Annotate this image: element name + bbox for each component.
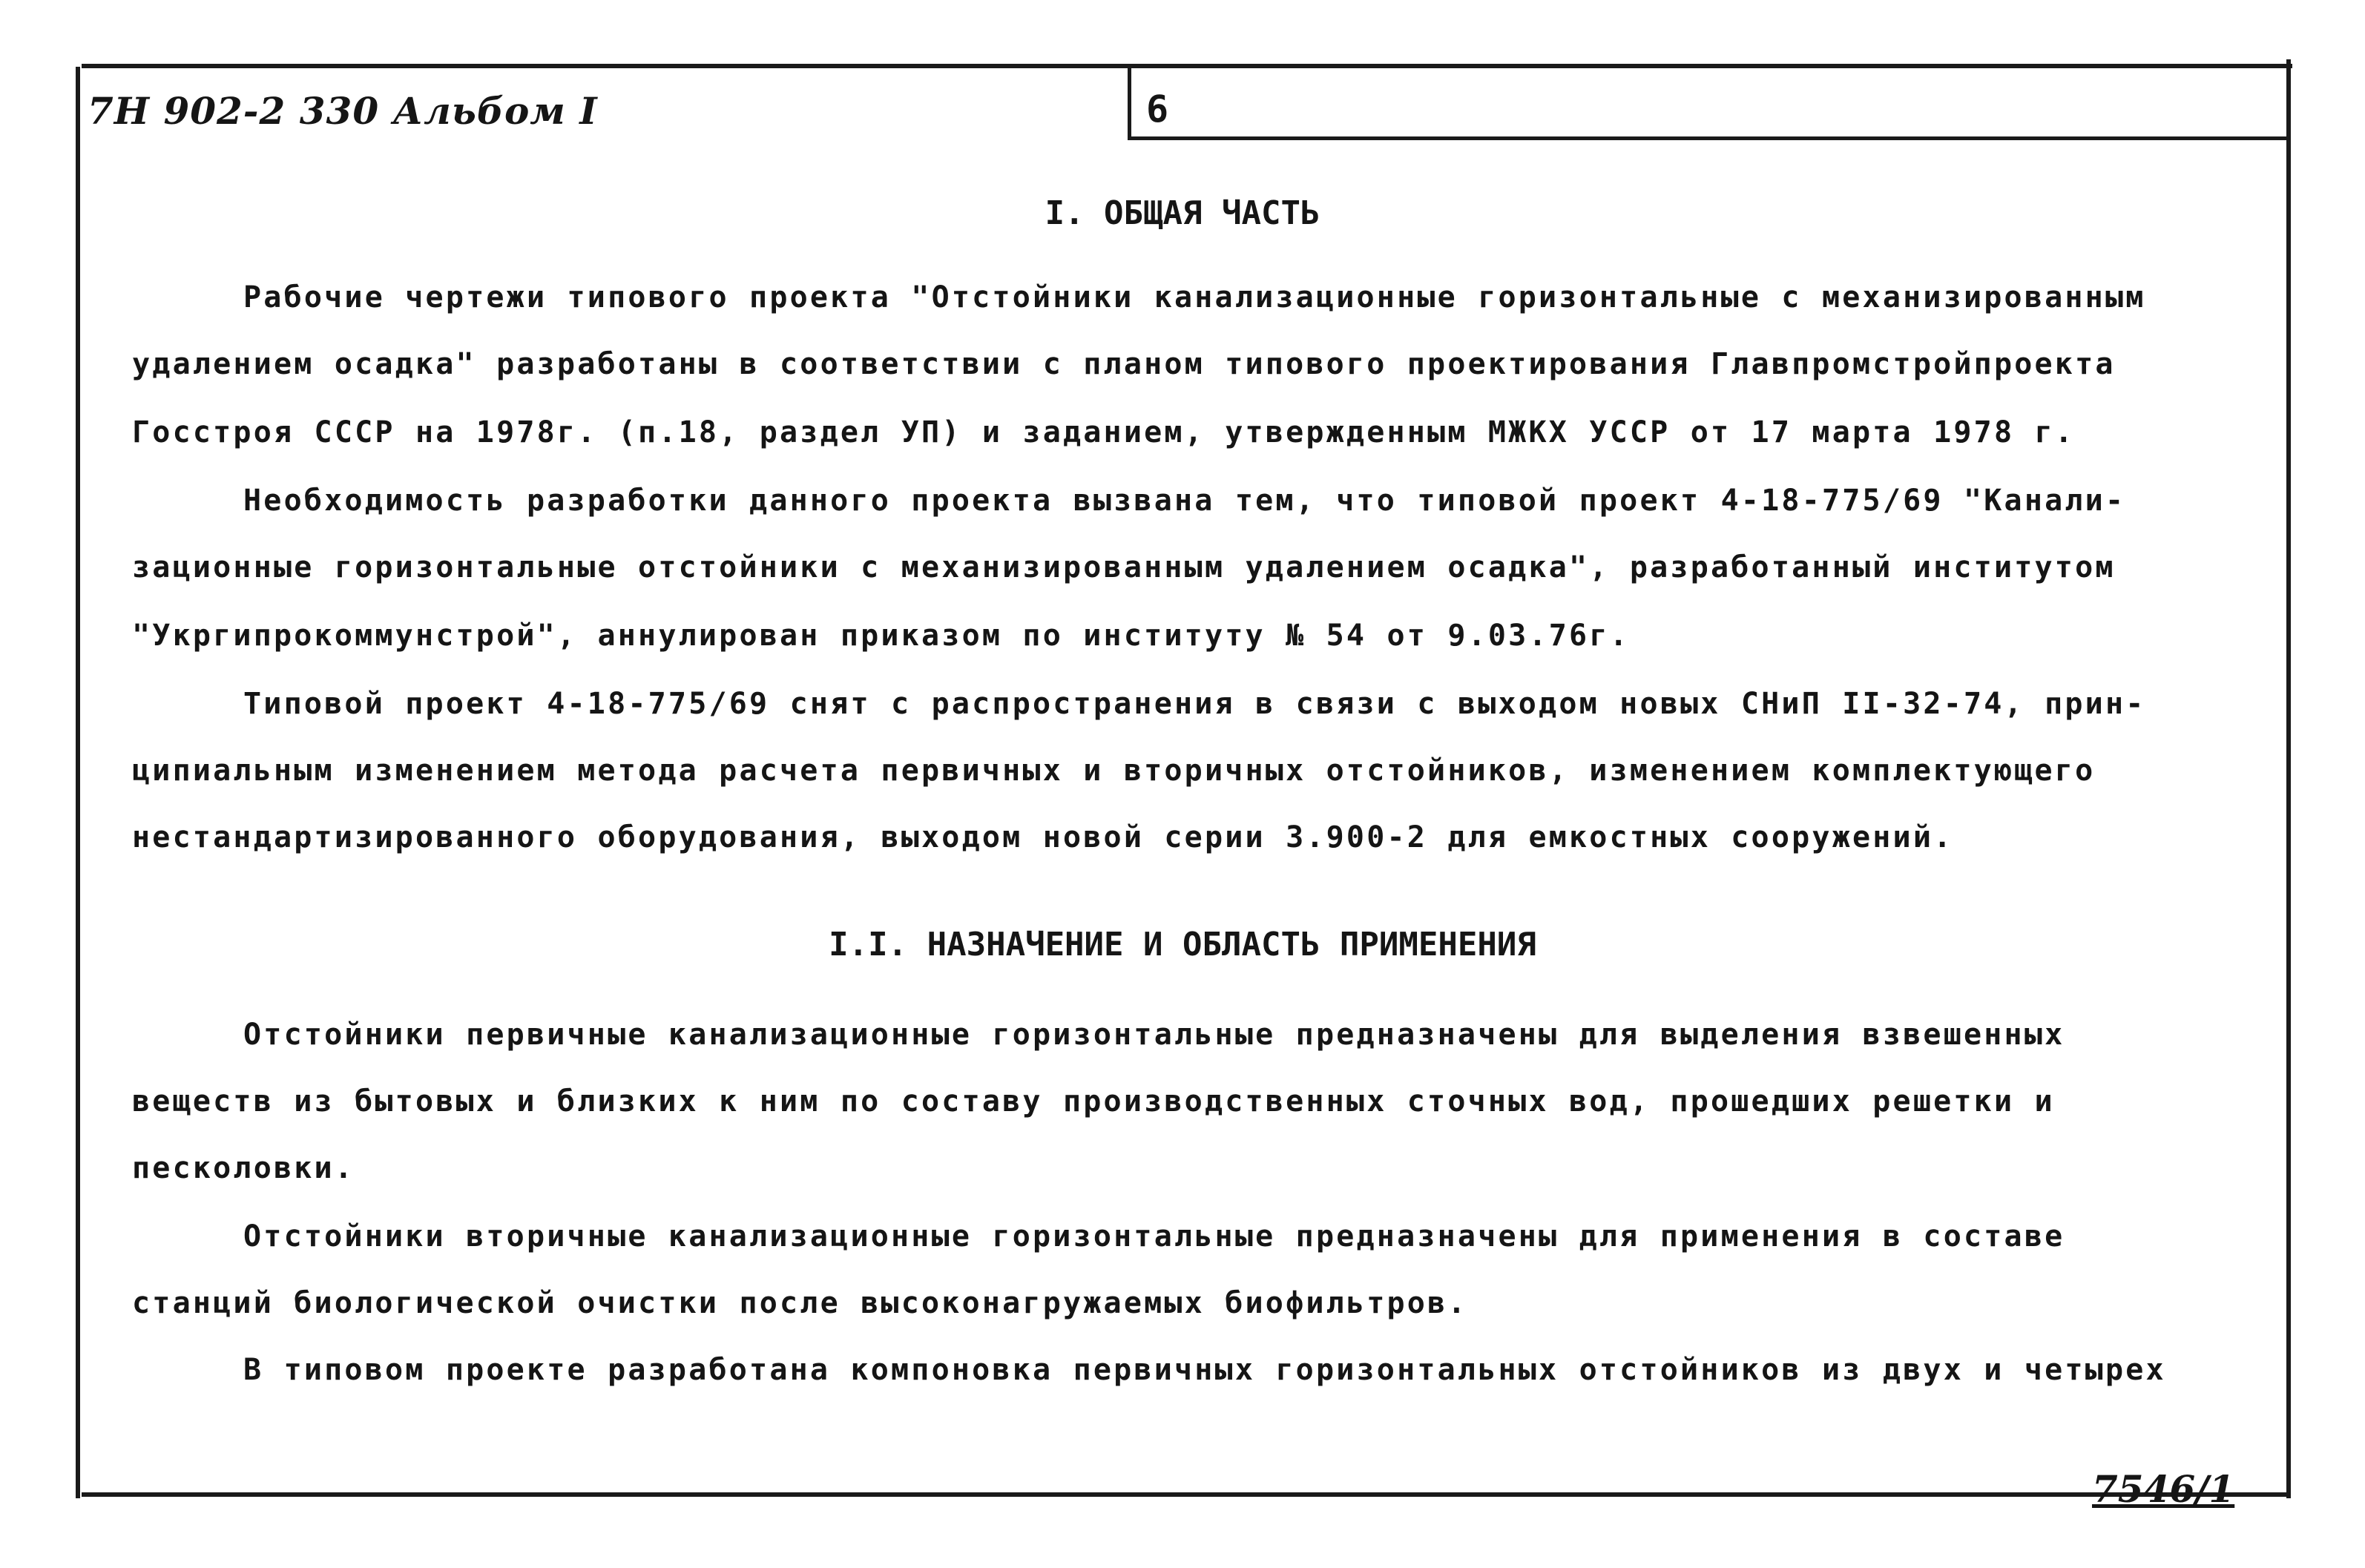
frame-top-border <box>82 64 2292 68</box>
frame-bottom-border <box>82 1492 2289 1497</box>
paragraph-line: станций биологической очистки после высоконагружаемых биофильтров. <box>132 1286 1468 1320</box>
paragraph-line: В типовом проекте разработана компоновка первичных горизонтальных отстойников из двух и четырех <box>243 1353 2166 1387</box>
frame-right-border <box>2286 59 2291 1498</box>
section-title-purpose: I.I. НАЗНАЧЕНИЕ И ОБЛАСТЬ ПРИМЕНЕНИЯ <box>829 926 1536 963</box>
paragraph-line: ципиальным изменением метода расчета первичных и вторичных отстойников, изменением комплектующего <box>132 754 2096 788</box>
paragraph-line: песколовки. <box>132 1151 355 1185</box>
frame-left-border <box>76 67 80 1498</box>
paragraph-line: зационные горизонтальные отстойники с механизированным удалением осадка", разработанный институтом <box>132 550 2116 584</box>
paragraph-line: Необходимость разработки данного проекта вызвана тем, что типовой проект 4-18-775/69 "Канали- <box>243 484 2126 518</box>
document-number: 7546/1 <box>2092 1467 2235 1511</box>
paragraph-line: Типовой проект 4-18-775/69 снят с распространения в связи с выходом новых СНиП II-32-74, прин- <box>243 687 2146 721</box>
paragraph-line: Отстойники первичные канализационные горизонтальные предназначены для выделения взвешенных <box>243 1018 2065 1052</box>
paragraph-line: Отстойники вторичные канализационные горизонтальные предназначены для применения в составе <box>243 1219 2065 1254</box>
header-rule <box>1128 136 2289 140</box>
paragraph-line: Госстроя СССР на 1978г. (п.18, раздел УП) и заданием, утвержденным МЖКХ УССР от 17 марта 1978 г. <box>132 415 2076 449</box>
paragraph-line: удалением осадка" разработаны в соответствии с планом типового проектирования Главпромстройпроекта <box>132 347 2116 381</box>
page-number: 6 <box>1146 88 1169 131</box>
section-title-general: I. ОБЩАЯ ЧАСТЬ <box>1045 194 1320 232</box>
paragraph-line: Рабочие чертежи типового проекта "Отстойники канализационные горизонтальные с механизированным <box>243 280 2146 314</box>
album-code: 7Н 902-2 330 Альбом I <box>88 89 598 133</box>
paragraph-line: веществ из бытовых и близких к ним по составу производственных сточных вод, прошедших решетки и <box>132 1084 2055 1119</box>
paragraph-line: "Укргипрокоммунстрой", аннулирован приказом по институту № 54 от 9.03.76г. <box>132 619 1630 653</box>
paragraph-line: нестандартизированного оборудования, выходом новой серии 3.900-2 для емкостных сооружений. <box>132 820 1954 854</box>
header-divider <box>1128 68 1131 139</box>
